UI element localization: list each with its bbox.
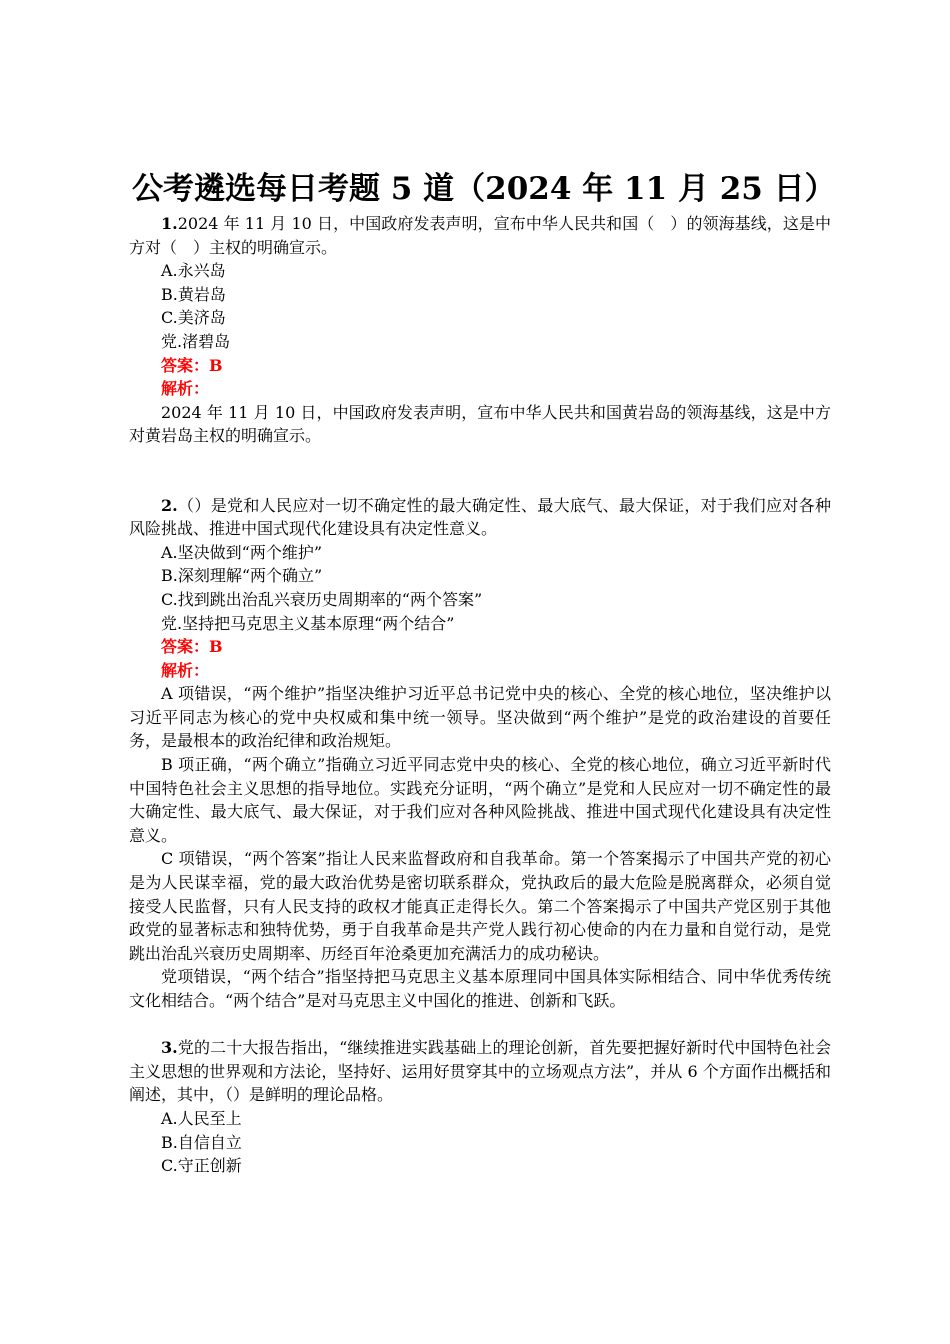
question-number: 3.: [161, 1038, 178, 1058]
question-1: [129, 212, 831, 448]
question-text: 党的二十大报告指出，“继续推进实践基础上的理论创新，首先要把握好新时代中国特色社会主义思想的世界观和方法论，坚持好、运用好贯穿其中的立场观点方法”，并从 6 个方面作出概括和阐述，其中，（）是鲜明的理论品格。: [129, 1038, 831, 1105]
answer: 答案：B: [161, 637, 223, 657]
question-text: 2024 年 11 月 10 日，中国政府发表声明，宣布中华人民共和国（ ）的领海基线，这是中方对（ ）主权的明确宣示。: [129, 214, 831, 257]
analysis-paragraph: 党项错误，“两个结合”指坚持把马克思主义基本原理同中国具体实际相结合、同中华优秀传统文化相结合。“两个结合”是对马克思主义中国化的推进、创新和飞跃。: [129, 967, 831, 1010]
option-a: A.坚决做到“两个维护”: [161, 542, 323, 562]
analysis-paragraph: C 项错误，“两个答案”指让人民来监督政府和自我革命。第一个答案揭示了中国共产党的初心是为人民谋幸福，党的最大政治优势是密切联系群众，党执政后的最大危险是脱离群众，必须自觉接受人民监督，只有人民支持的政权才能真正走得长久。第二个答案揭示了中国共产党区别于其他政党的显著标志和独特优势，勇于自我革命是共产党人践行初心使命的内在力量和自觉行动，是党跳出治乱兴衰历史周期率、历经百年沧桑更加充满活力的成功秘诀。: [129, 849, 831, 963]
page-title: 公考遴选每日考题 5 道（2024 年 11 月 25 日）: [132, 171, 836, 207]
option-d: 党.坚持把马克思主义基本原理“两个结合”: [161, 613, 455, 633]
question-stem: [129, 212, 831, 259]
answer: 答案：B: [161, 355, 223, 375]
option-b: B.深刻理解“两个确立”: [161, 566, 323, 586]
spacer: [129, 1013, 831, 1037]
option-a: A.人民至上: [161, 1108, 242, 1128]
option-c: C.美济岛: [161, 308, 226, 328]
question-stem: [129, 1036, 831, 1107]
question-text: （）是党和人民应对一切不确定性的最大确定性、最大底气、最大保证，对于我们应对各种风险挑战、推进中国式现代化建设具有决定性意义。: [129, 495, 831, 539]
option-c: C.守正创新: [161, 1156, 242, 1176]
analysis-paragraph: 2024 年 11 月 10 日，中国政府发表声明，宣布中华人民共和国黄岩岛的领海基线，这是中方对黄岩岛主权的明确宣示。: [129, 402, 831, 446]
option-b: B.黄岩岛: [161, 284, 226, 304]
option-a: A.永兴岛: [161, 261, 226, 281]
analysis-label: 解析：: [161, 379, 210, 399]
spacer: [129, 472, 831, 494]
question-2: [129, 494, 831, 1013]
question-stem: [129, 494, 831, 541]
analysis-label: 解析：: [161, 660, 210, 680]
question-number: 1.: [161, 214, 178, 233]
spacer: [129, 448, 831, 472]
option-c: C.找到跳出治乱兴衰历史周期率的“两个答案”: [161, 589, 483, 609]
option-b: B.自信自立: [161, 1132, 242, 1152]
option-d: 党.渚碧岛: [161, 331, 231, 351]
analysis-paragraph: B 项正确，“两个确立”指确立习近平同志党中央的核心、全党的核心地位，确立习近平新时代中国特色社会主义思想的指导地位。实践充分证明，“两个确立”是党和人民应对一切不确定性的最大确定性、最大底气、最大保证，对于我们应对各种风险挑战、推进中国式现代化建设具有决定性意义。: [129, 755, 831, 845]
question-3: [129, 1036, 831, 1178]
question-number: 2.: [161, 495, 178, 515]
document-body: [129, 212, 831, 1178]
analysis-paragraph: A 项错误，“两个维护”指坚决维护习近平总书记党中央的核心、全党的核心地位，坚决维护以习近平同志为核心的党中央权威和集中统一领导。坚决做到“两个维护”是党的政治建设的首要任务，是最根本的政治纪律和政治规矩。: [129, 684, 831, 751]
